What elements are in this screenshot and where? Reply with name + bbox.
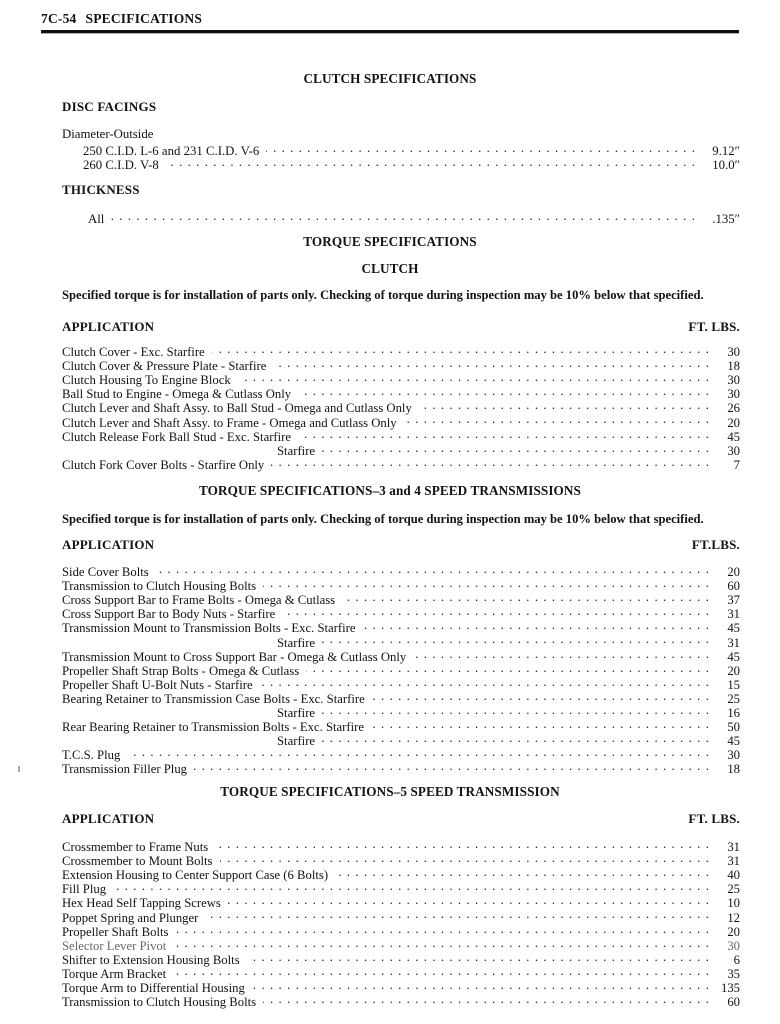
spec-value: 30 bbox=[727, 938, 740, 953]
running-head-title: SPECIFICATIONS bbox=[85, 11, 203, 26]
spec-row bbox=[62, 141, 740, 159]
leader-dots bbox=[413, 647, 710, 661]
spec-label: Shifter to Extension Housing Bolts bbox=[62, 952, 240, 967]
spec-value: 30 bbox=[727, 387, 740, 402]
leader-dots bbox=[362, 618, 710, 632]
leader-dots bbox=[166, 155, 696, 169]
spec-value: 20 bbox=[727, 415, 740, 430]
spec-row bbox=[62, 384, 740, 402]
spec-row bbox=[62, 907, 740, 925]
spec-label: Extension Housing to Center Support Case (6 Bolts) bbox=[62, 868, 329, 883]
leader-dots bbox=[212, 342, 710, 356]
spec-row bbox=[62, 356, 740, 374]
spec-value: 30 bbox=[727, 373, 740, 388]
spec-value: 6 bbox=[733, 952, 740, 967]
spec-value: 9.12″ bbox=[712, 144, 740, 159]
running-head bbox=[41, 11, 202, 27]
spec-label: Starfire bbox=[277, 706, 316, 721]
spec-label: Starfire bbox=[277, 443, 316, 458]
leader-dots bbox=[263, 576, 710, 590]
leader-dots bbox=[371, 717, 710, 731]
spec-value: 18 bbox=[727, 762, 740, 777]
spec-value: 26 bbox=[727, 401, 740, 416]
spec-value: 30 bbox=[727, 748, 740, 763]
column-header-units: FT.LBS. bbox=[691, 537, 740, 552]
spec-label: Selector Lever Pivot bbox=[62, 938, 167, 953]
spec-row bbox=[62, 562, 740, 580]
diameter-outside-label: Diameter-Outside bbox=[62, 127, 154, 141]
spec-row bbox=[62, 209, 740, 227]
spec-row bbox=[62, 851, 740, 869]
leader-dots bbox=[263, 992, 710, 1006]
leader-dots bbox=[322, 441, 710, 455]
leader-dots bbox=[322, 632, 710, 646]
spec-value: 20 bbox=[727, 565, 740, 580]
scan-artifact bbox=[18, 766, 20, 772]
torque-clutch-subtitle: CLUTCH bbox=[361, 261, 419, 276]
leader-dots bbox=[173, 964, 710, 978]
spec-value: 7 bbox=[733, 457, 740, 472]
spec-value: 40 bbox=[727, 868, 740, 883]
spec-value: 45 bbox=[727, 429, 740, 444]
spec-value: 31 bbox=[727, 854, 740, 869]
spec-row-continuation bbox=[62, 441, 740, 458]
spec-value: 20 bbox=[727, 663, 740, 678]
spec-row-continuation bbox=[62, 703, 740, 721]
spec-label: Clutch Housing To Engine Block bbox=[62, 373, 231, 388]
torque-3-4-speed-title: TORQUE SPECIFICATIONS–3 and 4 SPEED TRANSMISSIONS bbox=[199, 483, 581, 498]
torque-5-speed-title: TORQUE SPECIFICATIONS–5 SPEED TRANSMISSION bbox=[220, 784, 560, 799]
torque-5-speed-rows bbox=[62, 837, 740, 1010]
spec-value: 31 bbox=[727, 635, 740, 650]
spec-label: Poppet Spring and Plunger bbox=[62, 910, 199, 925]
spec-label: Transmission Mount to Cross Support Bar - Omega & Cutlass Only bbox=[62, 649, 407, 664]
spec-label: Transmission to Clutch Housing Bolts bbox=[62, 995, 257, 1010]
clutch-specifications-title: CLUTCH SPECIFICATIONS bbox=[303, 71, 477, 86]
column-header-units: FT. LBS. bbox=[688, 811, 740, 826]
spec-row bbox=[62, 398, 740, 416]
spec-label: Clutch Fork Cover Bolts - Starfire Only bbox=[62, 457, 265, 472]
leader-dots bbox=[156, 562, 710, 576]
spec-label: Clutch Lever and Shaft Assy. to Frame - Omega and Cutlass Only bbox=[62, 415, 397, 430]
leader-dots bbox=[266, 141, 696, 155]
torque-3-4-speed-rows bbox=[62, 562, 740, 777]
spec-label: Starfire bbox=[277, 734, 316, 749]
spec-label: Transmission Mount to Transmission Bolts - Exc. Starfire bbox=[62, 621, 356, 636]
spec-value: 45 bbox=[727, 734, 740, 749]
spec-label: Transmission to Clutch Housing Bolts bbox=[62, 579, 257, 594]
spec-row bbox=[62, 647, 740, 664]
spec-row bbox=[62, 950, 740, 967]
spec-value: 135 bbox=[720, 981, 740, 996]
leader-dots bbox=[372, 689, 710, 703]
spec-row bbox=[62, 427, 740, 444]
spec-label: All bbox=[88, 212, 105, 227]
spec-label: Torque Arm to Differential Housing bbox=[62, 981, 245, 996]
disc-facings-heading: DISC FACINGS bbox=[62, 99, 157, 114]
leader-dots bbox=[175, 922, 710, 936]
spec-row bbox=[62, 879, 740, 897]
spec-label: Ball Stud to Engine - Omega & Cutlass Only bbox=[62, 387, 292, 402]
header-rule bbox=[41, 30, 739, 33]
column-header-units: FT. LBS. bbox=[688, 319, 740, 334]
torque-3-4-speed-column-headers bbox=[62, 537, 740, 553]
leader-dots bbox=[298, 427, 710, 441]
spec-row bbox=[62, 370, 740, 388]
spec-value: 10.0″ bbox=[712, 158, 740, 173]
spec-row bbox=[62, 576, 740, 594]
leader-dots bbox=[111, 209, 696, 223]
spec-label: Hex Head Self Tapping Screws bbox=[62, 896, 221, 911]
spec-value: 25 bbox=[727, 882, 740, 897]
leader-dots bbox=[342, 590, 710, 604]
spec-label: 250 C.I.D. L-6 and 231 C.I.D. V-6 bbox=[83, 144, 260, 159]
spec-label: 260 C.I.D. V-8 bbox=[83, 158, 159, 173]
spec-row bbox=[62, 837, 740, 855]
spec-label: Transmission Filler Plug bbox=[62, 762, 188, 777]
spec-value: 50 bbox=[727, 720, 740, 735]
spec-row-continuation bbox=[62, 731, 740, 749]
spec-value: 30 bbox=[727, 443, 740, 458]
spec-label: Fill Plug bbox=[62, 882, 107, 897]
spec-row bbox=[62, 717, 740, 735]
spec-row bbox=[62, 964, 740, 981]
leader-dots bbox=[404, 412, 710, 426]
leader-dots bbox=[228, 893, 710, 907]
spec-row bbox=[62, 978, 740, 996]
leader-dots bbox=[271, 455, 710, 469]
spec-label: Crossmember to Frame Nuts bbox=[62, 840, 209, 855]
spec-value: 10 bbox=[727, 896, 740, 911]
spec-row bbox=[62, 661, 740, 678]
spec-value: 37 bbox=[727, 593, 740, 608]
leader-dots bbox=[173, 936, 710, 950]
leader-dots bbox=[306, 661, 710, 675]
spec-row bbox=[62, 342, 740, 360]
torque-clutch-note: Specified torque is for installation of parts only. Checking of torque during inspection may be 10% below that specified. bbox=[62, 288, 704, 302]
spec-label: Rear Bearing Retainer to Transmission Bolts - Exc. Starfire bbox=[62, 720, 364, 735]
leader-dots bbox=[205, 907, 710, 921]
page-folio: 7C-54 bbox=[41, 11, 77, 26]
spec-row bbox=[62, 455, 740, 472]
leader-dots bbox=[215, 837, 710, 851]
spec-value: .135″ bbox=[712, 212, 740, 227]
leader-dots bbox=[238, 370, 710, 384]
torque-3-4-speed-note: Specified torque is for installation of parts only. Checking of torque during inspection may be 10% below that specified. bbox=[62, 512, 704, 526]
spec-row bbox=[62, 745, 740, 763]
torque-5-speed-column-headers bbox=[62, 811, 740, 827]
spec-label: Cross Support Bar to Body Nuts - Starfire bbox=[62, 607, 276, 622]
spec-label: Propeller Shaft U-Bolt Nuts - Starfire bbox=[62, 677, 253, 692]
column-header-application: APPLICATION bbox=[62, 319, 155, 334]
spec-label: Torque Arm Bracket bbox=[62, 966, 167, 981]
leader-dots bbox=[282, 604, 710, 618]
spec-label: Clutch Cover & Pressure Plate - Starfire bbox=[62, 359, 267, 374]
spec-value: 20 bbox=[727, 924, 740, 939]
spec-row bbox=[62, 155, 740, 173]
spec-row bbox=[62, 590, 740, 608]
leader-dots bbox=[419, 398, 710, 412]
spec-row bbox=[62, 992, 740, 1010]
spec-value: 45 bbox=[727, 621, 740, 636]
spec-value: 31 bbox=[727, 840, 740, 855]
spec-row bbox=[62, 865, 740, 883]
torque-clutch-rows bbox=[62, 342, 740, 472]
leader-dots bbox=[252, 978, 710, 992]
leader-dots bbox=[298, 384, 710, 398]
spec-label: Clutch Release Fork Ball Stud - Exc. Starfire bbox=[62, 429, 292, 444]
spec-value: 60 bbox=[727, 579, 740, 594]
spec-value: 18 bbox=[727, 359, 740, 374]
spec-row bbox=[62, 759, 740, 777]
leader-dots bbox=[335, 865, 710, 879]
torque-clutch-column-headers bbox=[62, 319, 740, 335]
spec-row bbox=[62, 604, 740, 622]
spec-label: Bearing Retainer to Transmission Case Bolts - Exc. Starfire bbox=[62, 691, 365, 706]
spec-value: 60 bbox=[727, 995, 740, 1010]
leader-dots bbox=[194, 759, 710, 773]
spec-value: 30 bbox=[727, 345, 740, 360]
thickness-rows bbox=[62, 209, 740, 227]
spec-row bbox=[62, 936, 740, 953]
spec-label: Side Cover Bolts bbox=[62, 565, 149, 580]
spec-label: Clutch Cover - Exc. Starfire bbox=[62, 345, 205, 360]
spec-value: 15 bbox=[727, 677, 740, 692]
torque-specifications-title: TORQUE SPECIFICATIONS bbox=[303, 234, 477, 249]
spec-value: 35 bbox=[727, 966, 740, 981]
thickness-heading: THICKNESS bbox=[62, 182, 140, 197]
spec-label: T.C.S. Plug bbox=[62, 748, 121, 763]
spec-row bbox=[62, 922, 740, 939]
spec-row-continuation bbox=[62, 632, 740, 650]
leader-dots bbox=[273, 356, 710, 370]
leader-dots bbox=[322, 703, 710, 717]
spec-label: Crossmember to Mount Bolts bbox=[62, 854, 213, 869]
leader-dots bbox=[260, 675, 710, 689]
spec-row bbox=[62, 675, 740, 692]
spec-label: Propeller Shaft Strap Bolts - Omega & Cutlass bbox=[62, 663, 300, 678]
spec-value: 25 bbox=[727, 691, 740, 706]
spec-value: 31 bbox=[727, 607, 740, 622]
spec-value: 45 bbox=[727, 649, 740, 664]
spec-value: 16 bbox=[727, 706, 740, 721]
leader-dots bbox=[127, 745, 710, 759]
column-header-application: APPLICATION bbox=[62, 811, 155, 826]
spec-value: 12 bbox=[727, 910, 740, 925]
spec-row bbox=[62, 412, 740, 430]
leader-dots bbox=[322, 731, 710, 745]
spec-row bbox=[62, 618, 740, 636]
spec-label: Starfire bbox=[277, 635, 316, 650]
spec-label: Cross Support Bar to Frame Bolts - Omega & Cutlass bbox=[62, 593, 336, 608]
leader-dots bbox=[220, 851, 711, 865]
spec-row bbox=[62, 689, 740, 706]
leader-dots bbox=[113, 879, 710, 893]
spec-label: Clutch Lever and Shaft Assy. to Ball Stud - Omega and Cutlass Only bbox=[62, 401, 412, 416]
spec-row bbox=[62, 893, 740, 911]
spec-label: Propeller Shaft Bolts bbox=[62, 924, 169, 939]
disc-facings-rows bbox=[62, 141, 740, 173]
leader-dots bbox=[247, 950, 710, 964]
column-header-application: APPLICATION bbox=[62, 537, 155, 552]
